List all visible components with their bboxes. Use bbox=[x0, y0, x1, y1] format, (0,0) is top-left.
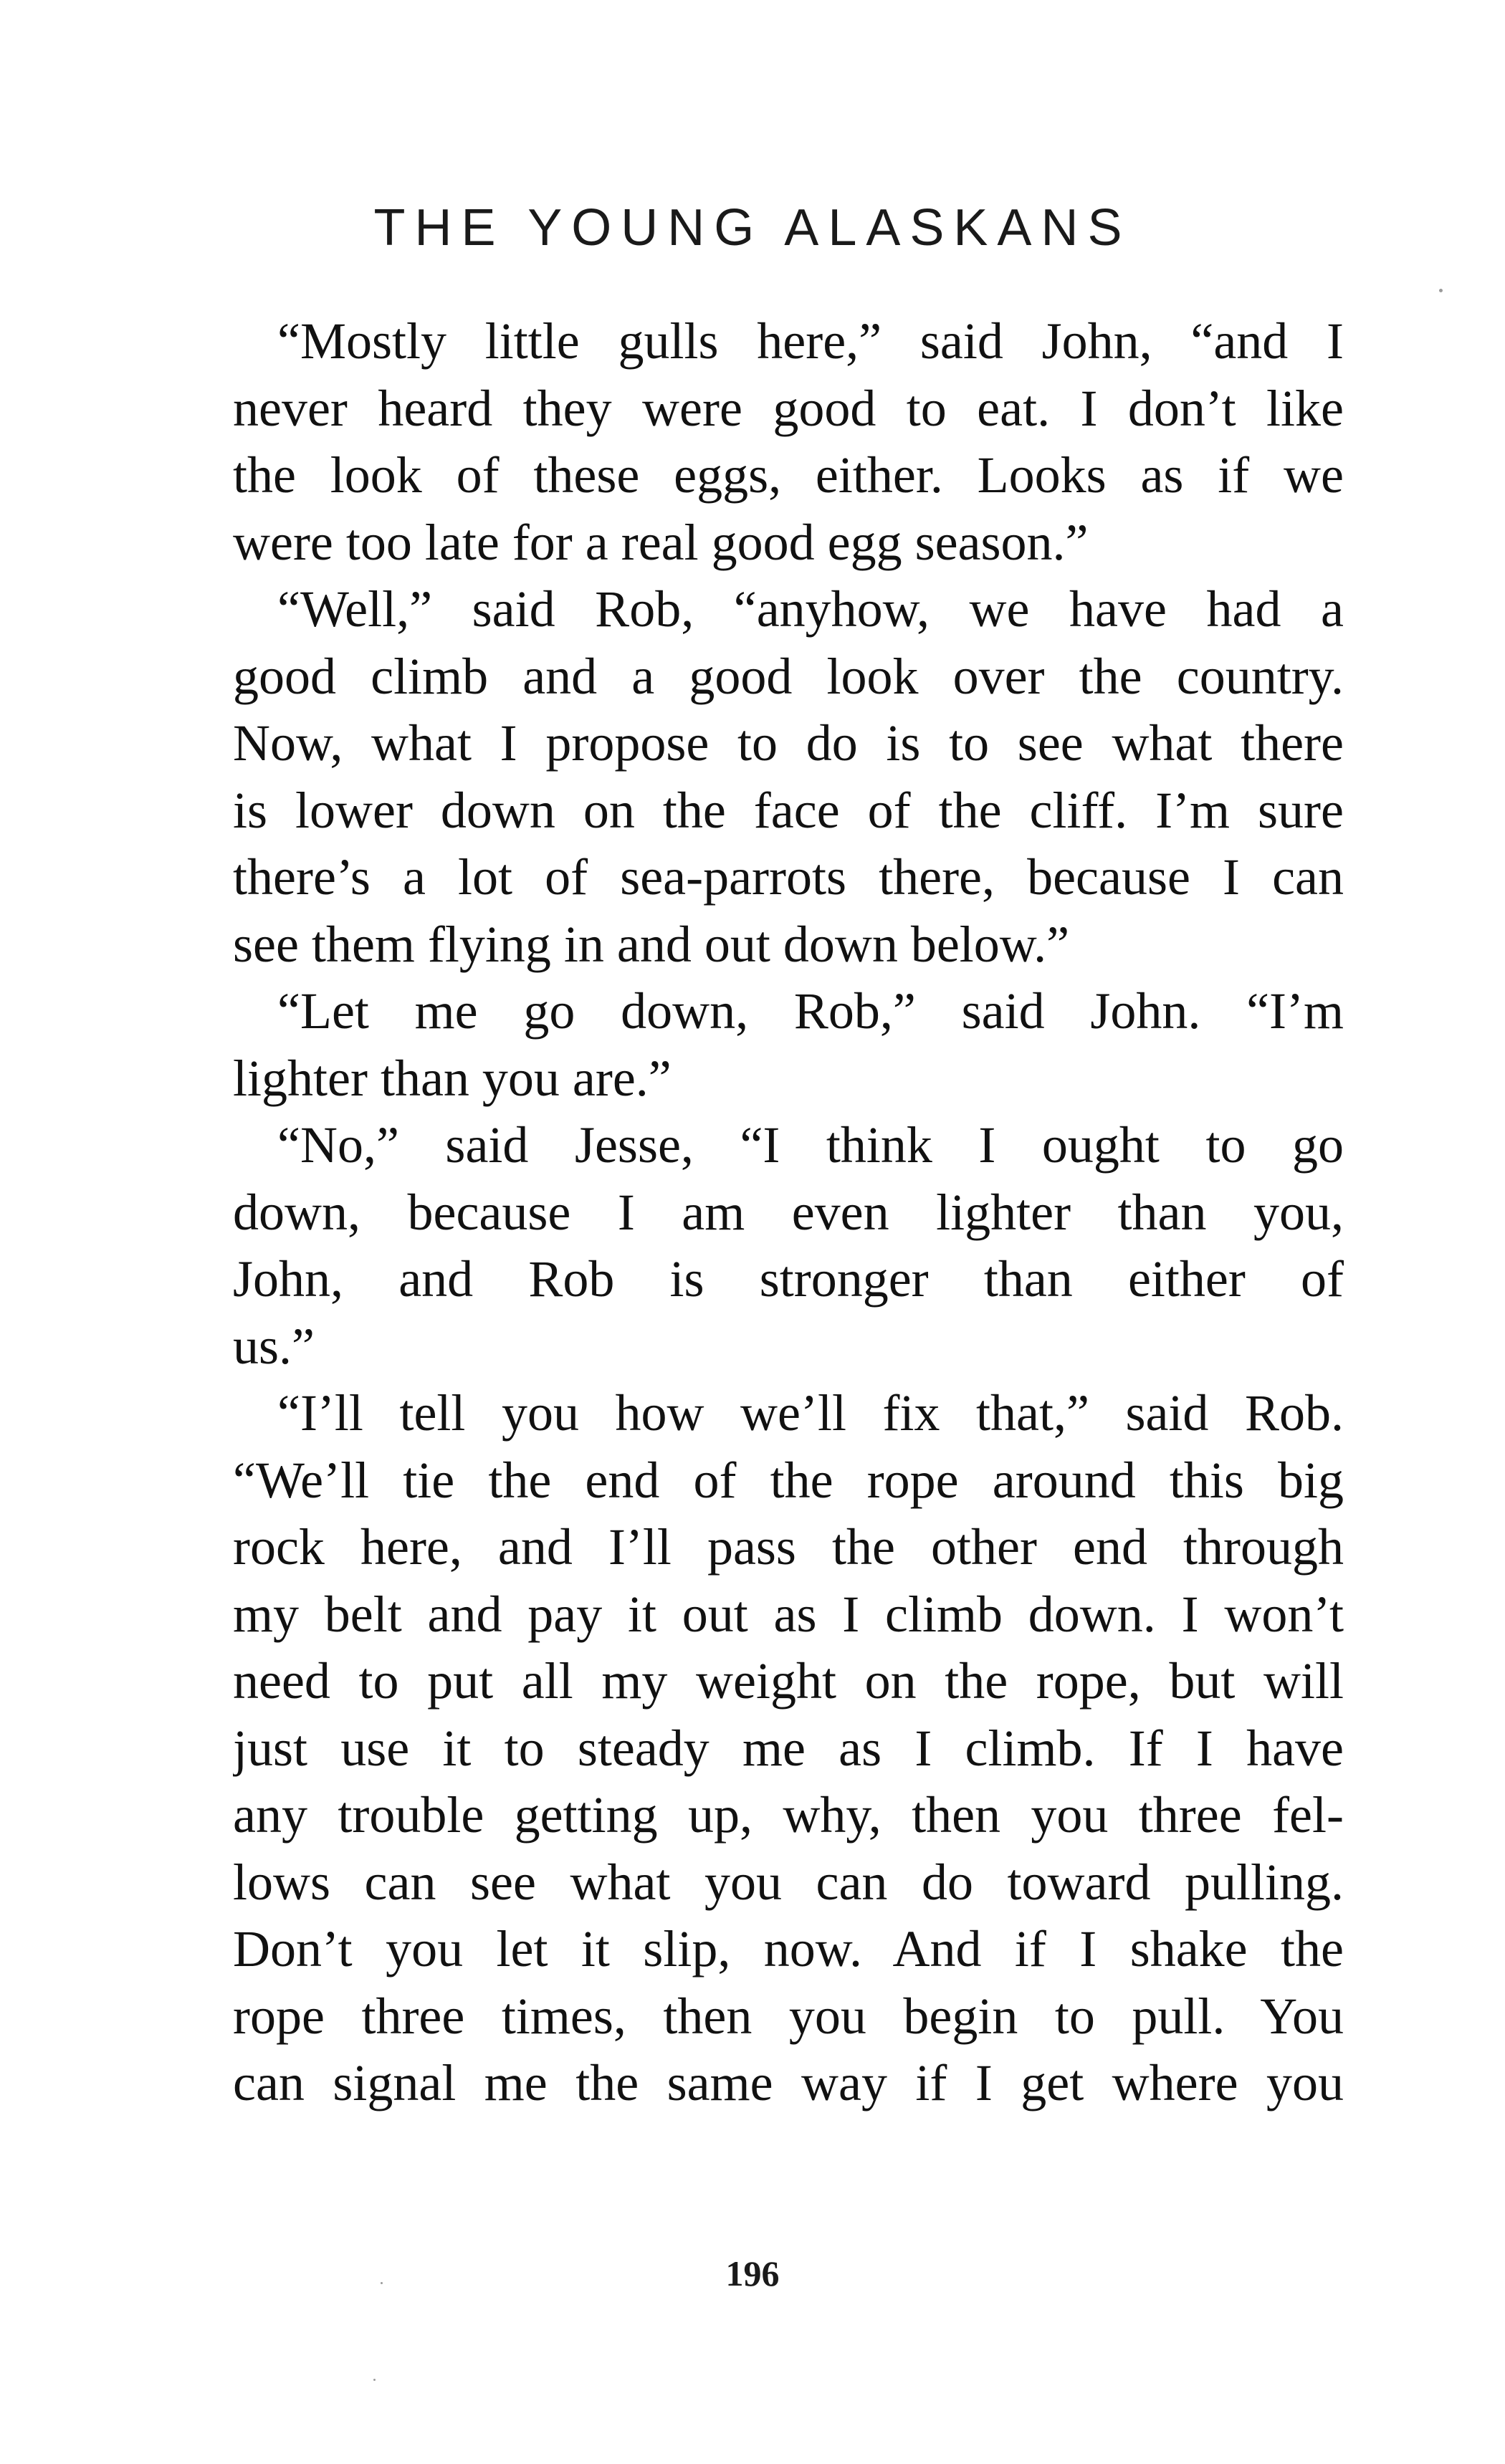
paper-speck bbox=[1439, 289, 1443, 292]
text-line: there’s a lot of sea-parrots there, because I can bbox=[233, 848, 1344, 906]
text-line: Now, what I propose to do is to see what there bbox=[233, 714, 1344, 772]
text-line: see them flying in and out down below.” bbox=[233, 915, 1070, 973]
text-line: good climb and a good look over the country. bbox=[233, 647, 1344, 705]
text-line: any trouble getting up, why, then you three fel- bbox=[233, 1786, 1344, 1844]
text-line: were too late for a real good egg season.” bbox=[233, 513, 1089, 571]
text-line: my belt and pay it out as I climb down. I won’t bbox=[233, 1585, 1344, 1643]
text-line: lighter than you are.” bbox=[233, 1049, 672, 1107]
text-line: need to put all my weight on the rope, but will bbox=[233, 1652, 1344, 1710]
body-text bbox=[233, 308, 1344, 2117]
text-line: “Well,” said Rob, “anyhow, we have had a bbox=[277, 580, 1344, 638]
text-line: down, because I am even lighter than you, bbox=[233, 1183, 1344, 1241]
text-line: rope three times, then you begin to pull. You bbox=[233, 1987, 1344, 2045]
text-line: “Let me go down, Rob,” said John. “I’m bbox=[277, 982, 1344, 1040]
text-line: “Mostly little gulls here,” said John, “and I bbox=[277, 312, 1344, 370]
text-line: rock here, and I’ll pass the other end through bbox=[233, 1518, 1344, 1576]
text-line: “I’ll tell you how we’ll fix that,” said Rob. bbox=[277, 1384, 1344, 1442]
text-line: “We’ll tie the end of the rope around this big bbox=[233, 1451, 1344, 1509]
text-line: “No,” said Jesse, “I think I ought to go bbox=[277, 1116, 1344, 1174]
text-line: just use it to steady me as I climb. If I have bbox=[233, 1719, 1344, 1777]
text-line: can signal me the same way if I get where you bbox=[233, 2054, 1344, 2111]
text-line: the look of these eggs, either. Looks as if we bbox=[233, 446, 1344, 504]
text-line: us.” bbox=[233, 1317, 315, 1375]
text-line: is lower down on the face of the cliff. I’m sure bbox=[233, 781, 1344, 839]
text-line: lows can see what you can do toward pulling. bbox=[233, 1853, 1344, 1911]
text-line: Don’t you let it slip, now. And if I shake the bbox=[233, 1920, 1344, 1978]
text-line: never heard they were good to eat. I don’t like bbox=[233, 379, 1344, 437]
page-number: 196 bbox=[725, 2253, 780, 2293]
paper-speck bbox=[373, 2379, 376, 2381]
running-head: THE YOUNG ALASKANS bbox=[373, 199, 1132, 257]
text-line: John, and Rob is stronger than either of bbox=[233, 1250, 1344, 1308]
paper-speck bbox=[381, 2282, 383, 2284]
